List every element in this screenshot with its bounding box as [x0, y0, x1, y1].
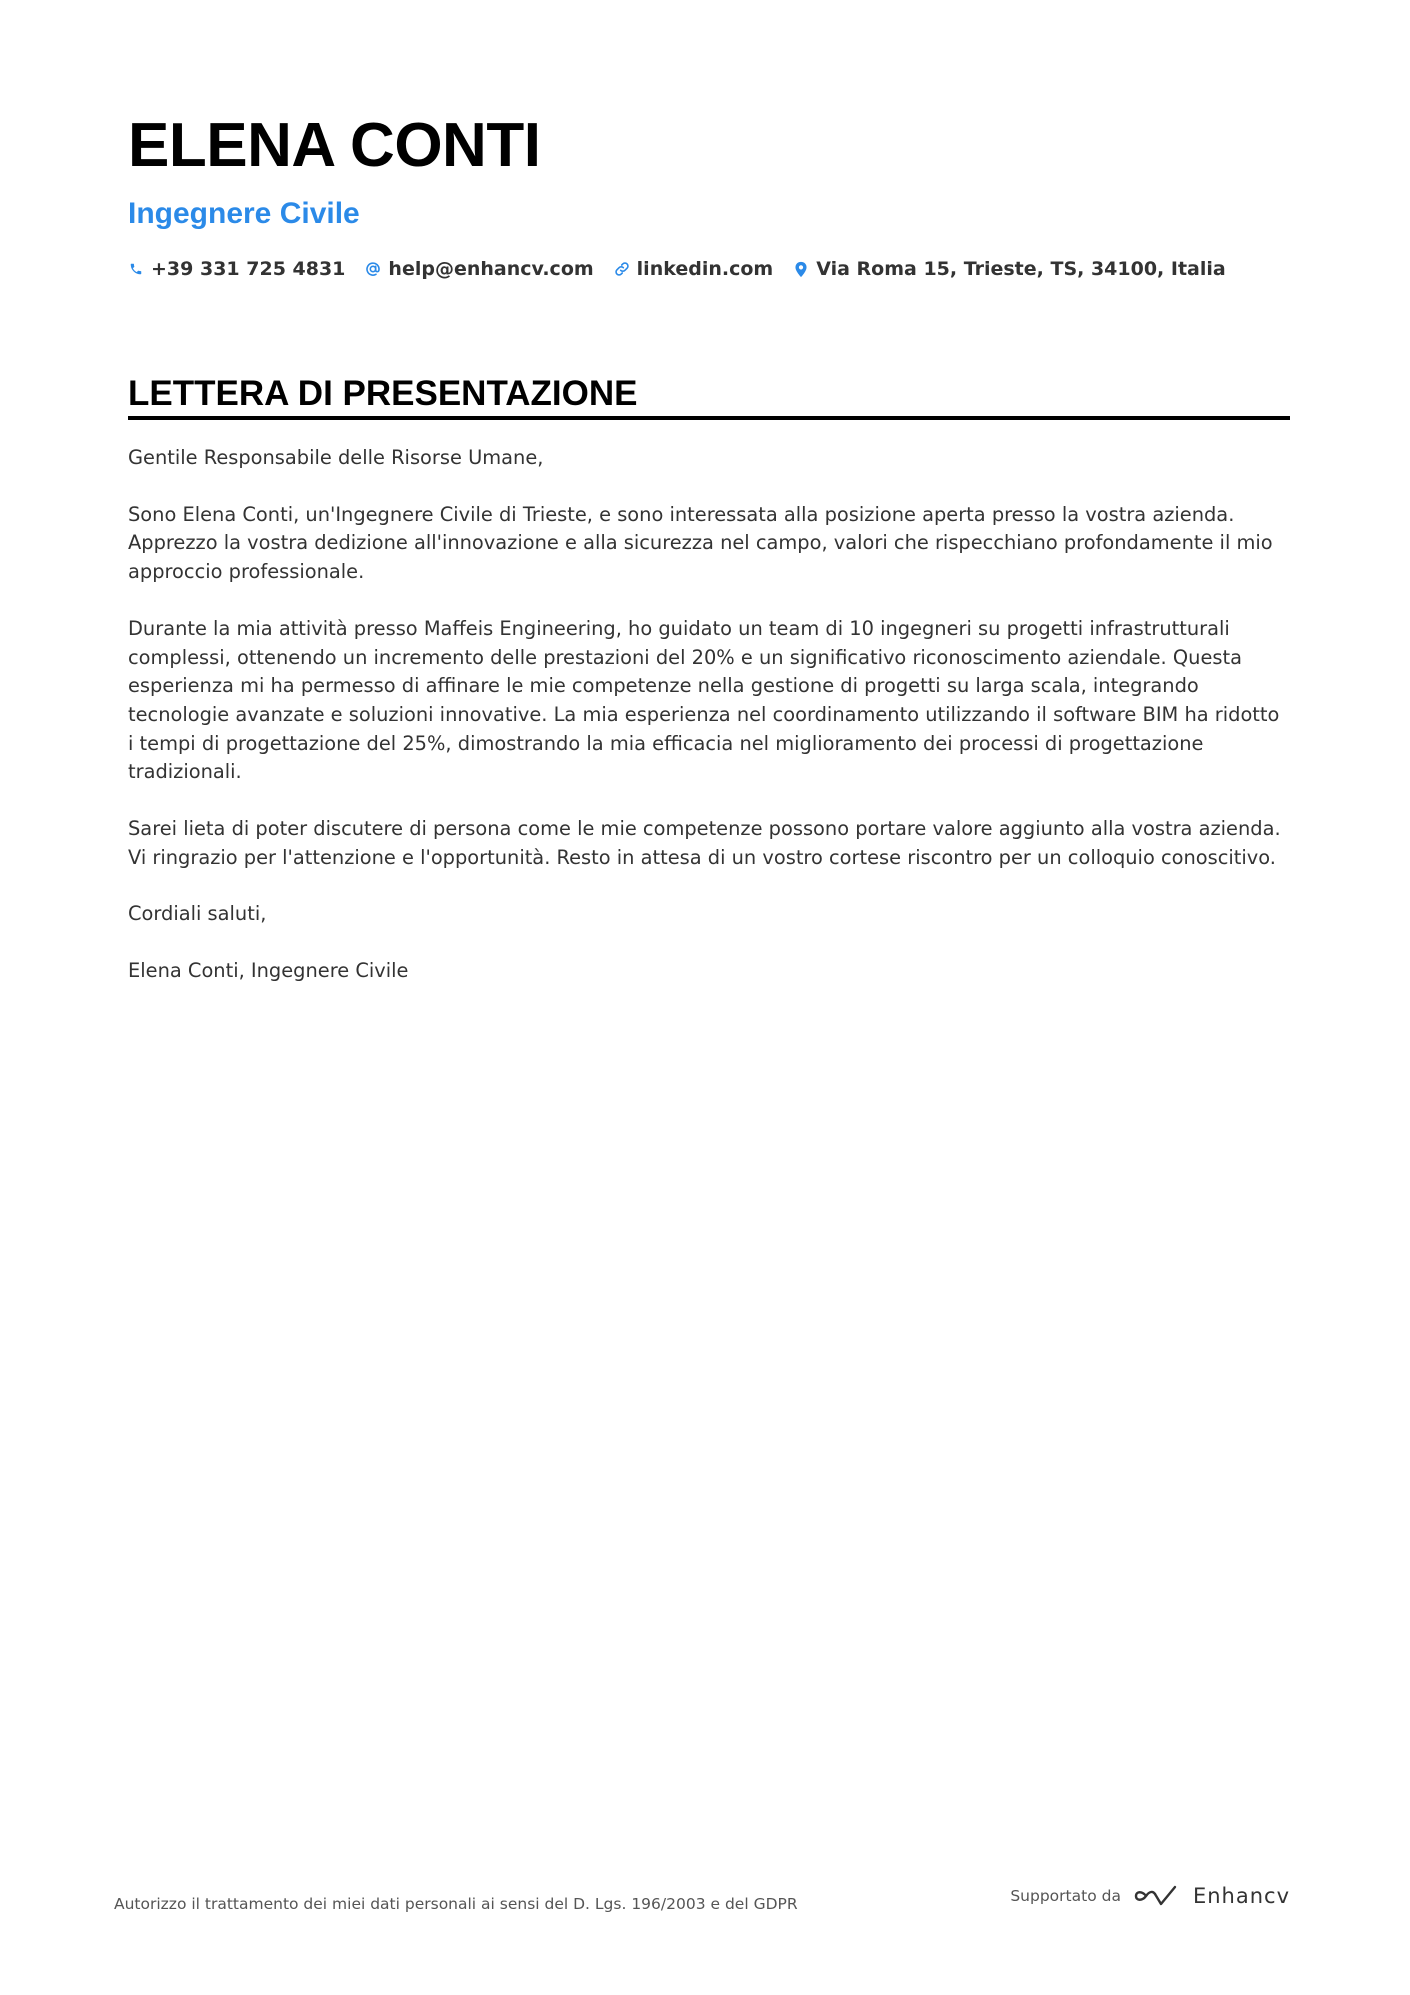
- enhancv-logo-icon: [1133, 1884, 1181, 1908]
- contact-email[interactable]: [365, 258, 593, 280]
- letter-body: [128, 444, 1290, 986]
- contact-linkedin-text: linkedin.com: [636, 258, 774, 280]
- powered-by-label: Supportato da: [1010, 1887, 1121, 1905]
- letter-signature: Elena Conti, Ingegnere Civile: [128, 959, 409, 983]
- contact-address: [793, 258, 1226, 280]
- letter-paragraph-1: Sono Elena Conti, un'Ingegnere Civile di Trieste, e sono interessata alla posizione aperta presso la vostra azienda. Apprezzo la vostra dedizione all'innovazione e alla sicurezza nel campo, valori che rispecchiano profondamente il mio approccio professionale.: [128, 502, 1273, 584]
- location-pin-icon: [793, 260, 809, 278]
- privacy-consent: Autorizzo il trattamento dei miei dati personali ai sensi del D. Lgs. 196/2003 e del GDPR: [114, 1895, 798, 1913]
- letter-paragraph-2: Durante la mia attività presso Maffeis Engineering, ho guidato un team di 10 ingegneri su progetti infrastrutturali complessi, ottenendo un incremento delle prestazioni del 20% e un significativo riconoscimento aziendale. Questa esperienza mi ha permesso di affinare le mie competenze nella gestione di progetti su larga scala, integrando tecnologie avanzate e soluzioni innovative. La mia esperienza nel coordinamento utilizzando il software BIM ha ridotto i tempi di progettazione del 25%, dimostrando la mia efficacia nel miglioramento dei processi di progettazione tradizionali.: [128, 616, 1280, 784]
- candidate-role: Ingegnere Civile: [128, 197, 360, 230]
- link-icon: [614, 260, 630, 278]
- at-icon: [365, 260, 381, 278]
- letter-closing: Cordiali saluti,: [128, 902, 267, 926]
- section-title: LETTERA DI PRESENTAZIONE: [128, 374, 638, 413]
- letter-greeting: Gentile Responsabile delle Risorse Umane,: [128, 446, 544, 469]
- phone-icon: [128, 260, 144, 278]
- contact-phone[interactable]: [128, 258, 345, 280]
- contact-bar: [128, 254, 1290, 284]
- cover-letter-page: [128, 110, 1290, 1014]
- letter-paragraph-3: Sarei lieta di poter discutere di persona come le mie competenze possono portare valore aggiunto alla vostra azienda. Vi ringrazio per l'attenzione e l'opportunità. Resto in attesa di un vostro cortese riscontro per un colloquio conoscitivo.: [128, 817, 1281, 869]
- section-divider: [128, 416, 1290, 420]
- contact-linkedin[interactable]: [614, 258, 774, 280]
- candidate-name: ELENA CONTI: [128, 111, 541, 180]
- contact-phone-text: +39 331 725 4831: [151, 258, 346, 280]
- contact-email-text: help@enhancv.com: [388, 258, 594, 280]
- powered-by[interactable]: [1010, 1884, 1290, 1908]
- enhancv-brand-name: Enhancv: [1192, 1884, 1290, 1908]
- contact-address-text: Via Roma 15, Trieste, TS, 34100, Italia: [816, 258, 1226, 280]
